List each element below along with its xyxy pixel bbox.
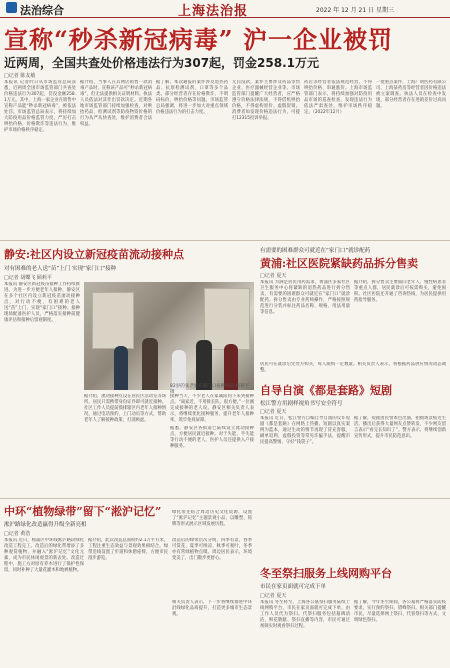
vaccination-photo	[84, 282, 254, 390]
greenbelt-title: 中环“植物绿带”留下“淞沪记忆”	[4, 505, 162, 518]
songjiang-body-col2: 据了解，短剧由民警本色出演，拍摄场景贴近生活。播出后获得大量网友点赞转发，不少网友留言表示“看完长知识了”。警方表示，将继续创新宣传形式，提升市民防范意识。	[354, 416, 446, 439]
solstice-kicker: 市民在家页面就可完成下单	[260, 584, 327, 590]
solstice-title: 冬至祭扫服务上线网购平台	[260, 567, 392, 580]
songjiang-kicker: 松江警方用剧样视角书写安全符号	[260, 401, 343, 407]
lead-body-col2: 据介绍，当事人在其网店销售一款消毒产品时，宣称该产品可“秒杀新冠病毒”，但无法提供相关证明材料。执法人员依法对其作出罚款决定。近期各地市场监管部门持续加强检查，对哄抬药品、检测试剂等防疫物资价格的行为从严从快查处，维护消费者合法权益。	[80, 80, 152, 127]
huangpu-body-col2: 据介绍，拆分售卖主要面向老年人、慢性病患者等重点人群，居民就诊后可按需购买，避免囤积。社区医院还开通了咨询热线，为居民提供用药指导服务。	[354, 280, 446, 303]
jingan-byline: □记者 胡蝶飞 顾莉平	[4, 275, 52, 281]
jingan-title: 静安:社区内设立新冠疫苗流动接种点	[4, 248, 185, 261]
songjiang-title: 自导自演《都是套路》短剧	[260, 384, 392, 397]
songjiang-byline: □记者 夏天	[260, 409, 287, 415]
photo-caption: 82岁的张老伯在家门口接种疫苗 顾莉平 摄	[170, 384, 250, 395]
jingan-body-col3: 接种当天，不少老人在家属陪同下来到接种点。“离家近、不用排长队，很方便。”一位刚完成接种的老人说。静安区相关负责人表示，将继续优化接种服务，提升老年人接种率，筑牢免疫屏障。	[170, 394, 254, 423]
section-name: 法治综合	[20, 4, 64, 17]
lead-body-col1: 本报讯 记者昨日从市场监管总局获悉，近两周全国市场监管部门共查处价格违法行为307起，罚没金额258.1万元。其中，上海一家企业在销售中宣称产品能“秒杀新冠病毒”，被依法处罚。市场监管总局表示，将持续加大防疫用品价格监管力度，严厉打击哄抬价格、价格欺诈等违法行为，维护市场价格秩序稳定。	[4, 80, 76, 133]
greenbelt-body-col1: 本报讯 近日，杨浦区中环线淞沪路段绿化改造工程完工。改造后的绿化带增添了多种观赏植物，并融入“淞沪记忆”文化元素，成为市民休闲观景的新去处。改造过程中，施工方对原有乔木进行了保护性保留，同时补种了大量花灌木和地被植物。	[4, 538, 84, 573]
greenbelt-body-col2: 据介绍，此次改造总面积约2.1万平方米，工程注重生态效益与景观效果相结合。绿带沿线设置了步道和休憩座椅，方便市民漫步游览。	[88, 538, 168, 561]
huangpu-title: 黄浦:社区医院紧缺药品拆分售卖	[260, 257, 419, 270]
solstice-byline: □记者 夏天	[260, 593, 287, 599]
lead-body-col4: 元罚没款，案件主要涉及药品零售企业、医疗器械经营企业等。市场监管部门提醒广大经营者，应严格遵守价格法律法规，不得借机哄抬价格，不得虚构原价、虚假促销。消费者如发现价格违法行为，可拨打12315投诉举报。	[232, 80, 300, 121]
divider	[0, 498, 450, 499]
jingan-body-col4: 据悉，静安区各街道已陆续设立流动接种点，方便居民就近接种。对于失能、半失能等行动不便的老人，医护人员还提供入户接种服务。	[170, 426, 254, 449]
solstice-body-col2: 据了解，今年冬至期间，各公墓将严格落实防疫要求，实行预约祭扫、错峰祭扫。相关部门提醒市民，尽量选择网上祭扫、代客祭扫等方式，文明绿色祭扫。	[354, 600, 446, 623]
lead-body-col3: 据了解，本次通报的案件涉及退热药品、抗原检测试剂、口罩等多个品类。部分经营者存在价格欺诈、不明码标价、哄抬价格等问题。市场监管总局强调，将进一步加大对重点领域价格违法行为的打击力度。	[156, 80, 228, 115]
greenbelt-byline: □记者 黄浩	[4, 531, 31, 537]
huangpu-body-col1: 本报讯 为满足居民用药需求，黄浦区多家社区卫生服务中心将紧缺的退热药品进行拆分售卖，有需要的困难群众可就近在“家门口”就诊配药。拆分售卖由专业药师操作，严格按照规范进行分装并标注药品名称、规格、用法用量等信息。	[260, 280, 350, 315]
divider	[0, 240, 450, 241]
section-logo-icon	[6, 2, 17, 13]
page-header	[0, 0, 450, 18]
solstice-body-col1: 本报讯 冬至将至，上海各公墓祭扫服务陆续上线网购平台，市民在家页面就可完成下单，由工作人员代为祭扫。代祭扫服务包括墓碑清洁、鲜花敬献、祭扫直播等内容，市民可通过视频实时观看祭扫过程。	[260, 600, 350, 629]
lead-subheadline: 近两周，全国共查处价格违法行为307起，罚金258.1万元	[4, 56, 320, 70]
lead-body-col5: 药店等经营者依法规范经营，不得哄抬价格、串通涨价。上海市场监管部门表示，将持续加强对防疫用品市场的巡查检查，发现违法行为依法严肃查处，维护市场秩序稳定。（2022年12月）	[304, 80, 372, 115]
huangpu-body-col3: 居民可在就诊后凭处方购买，每人限购一定数量。相关负责人表示，将根据药品供应情况动态调整。	[260, 362, 446, 373]
greenbelt-body-col5: 绿化带还结合周边历史文化资源，设置了“淞沪记忆”主题景观小品，以雕塑、铭牌等形式展示区域发展历程。	[172, 510, 252, 527]
jingan-kicker: 对有困难的老人送“苗”上门 实现“家门口”接种	[4, 266, 117, 272]
huangpu-kicker: 有需要的困难群众可就近在“家门口”就诊配药	[260, 248, 371, 254]
lead-byline: □记者 陈友敏	[4, 73, 36, 79]
huangpu-byline: □记者 夏天	[260, 273, 287, 279]
jingan-body-col1: 本报讯 静安区新冠疫苗接种工作持续推进。为进一步方便老年人接种，静安区在多个社区内设立新冠疫苗流动接种点，对行动不便、有困难的老人送“苗”上门，实现“家门口”接种。接种现场配备医护人员，严格落实接种前健康评估和接种后留观制度。	[4, 282, 80, 323]
greenbelt-kicker: 淞沪路绿化改造赢得升级全新亮相	[4, 522, 87, 528]
jingan-body-col2: 据介绍，流动接种点设在居民区活动室等场所，居民只需携带身份证件即可就近接种。社区工作人员提前摸排辖区内老年人接种情况，通过电话预约、上门动员等方式，帮助老年人了解接种政策，打消顾虑。	[84, 394, 166, 423]
lead-body-col6: 一批重点案件，上海广明医药有限公司、上海某药房等经营者因价格违法被立案调查。执法人员在检查中发现，部分经营者存在进销差价过高问题。	[376, 80, 446, 109]
greenbelt-body-col3: 改造后的绿带层次分明、四季有景，春季可赏花、夏季可纳凉、秋季可观叶，冬季亦有常绿植物点缀。周边居民表示，环境变美了，出门散步更舒心。	[172, 538, 252, 561]
masthead: 上海法治报	[178, 4, 249, 19]
greenbelt-body-col4: 相关负责人表示，下一步将继续推进中环沿线绿化品质提升，打造更多城市生态景观。	[172, 600, 252, 617]
date-line: 2022 年 12 月 21 日 星期三	[316, 7, 394, 14]
songjiang-body-col1: 本报讯 近日，松江警方自编自导自演的反诈短剧《都是套路》在网络上热播。短剧以真实案例为蓝本，通过生动的情节再现了冒充客服、刷单返利、虚假投资等常见诈骗手法，提醒市民提高警惕，守好“钱袋子”。	[260, 416, 350, 445]
lead-headline: 宣称“秒杀新冠病毒” 沪一企业被罚	[4, 25, 393, 54]
